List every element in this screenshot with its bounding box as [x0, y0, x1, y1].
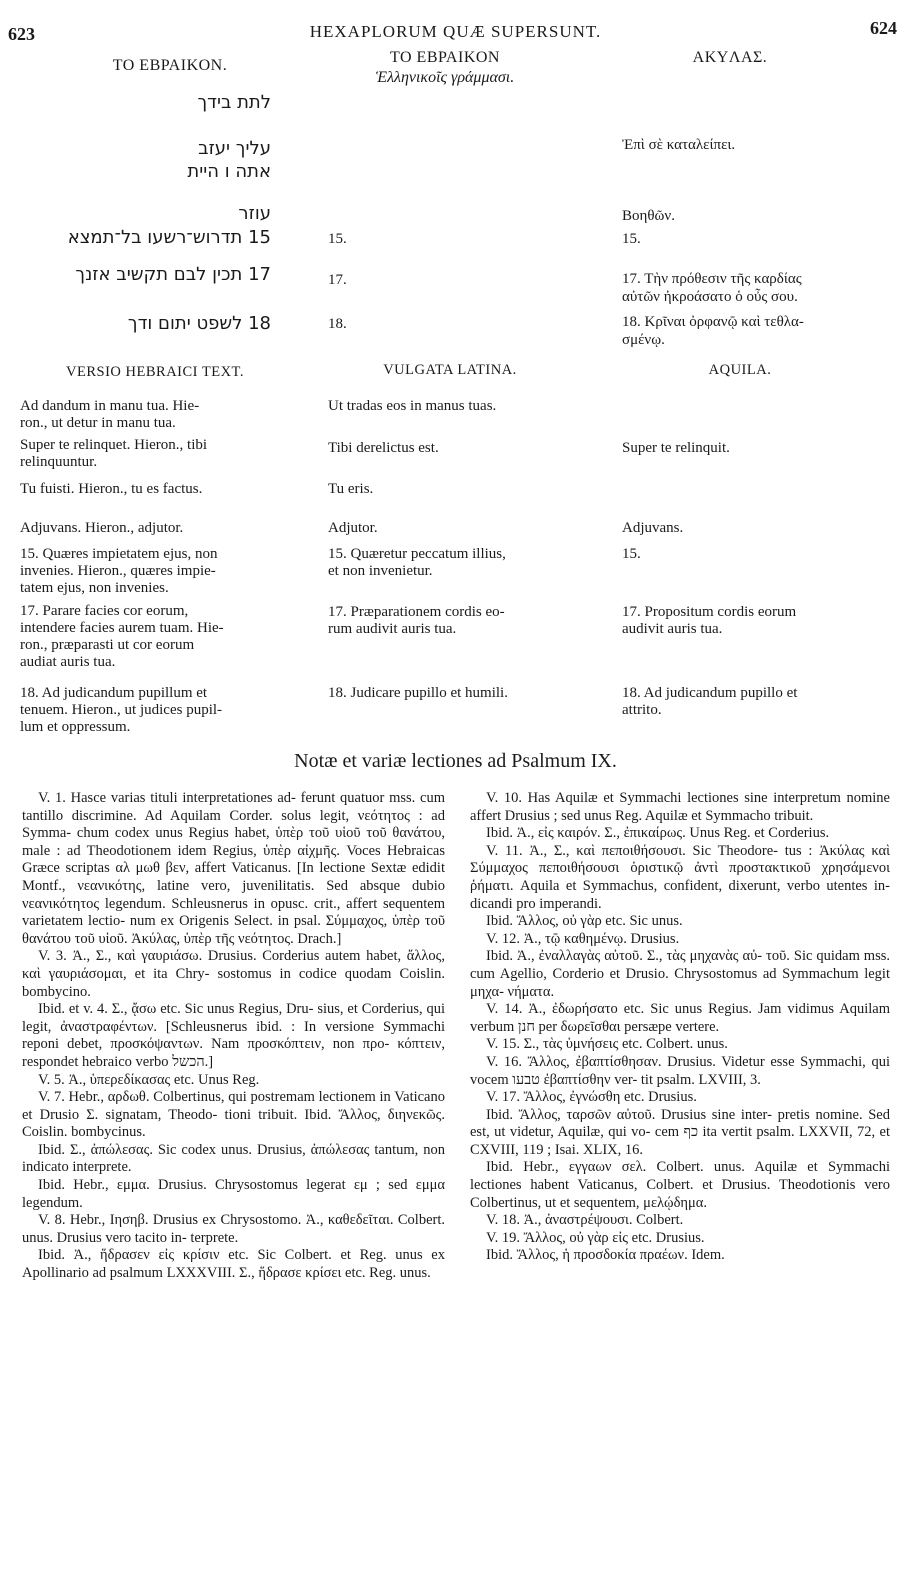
right-page-number: 624	[870, 18, 897, 38]
vulgata-line: Tibi derelictus est.	[328, 440, 439, 456]
note-paragraph: Ibid. Hebr., εμμα. Drusius. Chrysostomus legerat εμ ; sed εμμα legendum.	[22, 1177, 445, 1211]
versio-line: 15. Quæres impietatem ejus, non	[20, 546, 218, 562]
note-paragraph: V. 1. Hasce varias tituli interpretationes ad- ferunt quatuor mss. cum tantillo discrimine. Ad Aquilam Corder. solus legit, νεότητος : ad Symma- chum codex unus Regius habet, ὑπὲρ τοῦ υἱοῦ τοῦ θανάτου, male : ad Theodotionem idem Regius, ὑπὲρ αἰχμῆς. Voces Hebraicas Græce scriptas αλ μωθ βεν, affert Vaticanus. [In lectione Sextæ edidit Montf., νεανικότης, latine vero, juvenilitatis. Sed absque dubio νεανικότητος legendum. Schleusnerus in opusc. crit., affert sequentem varietatem lectio- num ex Origenis Select. in psal. Σύμμαχος, ὑπὲρ τοῦ θανάτου τοῦ υἱοῦ. Ἀκύλας, ὑπὲρ τῆς νεότητος. Drach.]	[22, 790, 445, 947]
running-head: HEXAPLORUM QUÆ SUPERSUNT.	[309, 22, 602, 41]
note-paragraph: V. 8. Hebr., Ιησηβ. Drusius ex Chrysostomo. Ἀ., καθεδεῖται. Colbert. unus. Drusius vero tacito in- terprete.	[22, 1212, 445, 1246]
note-paragraph: V. 7. Hebr., αρδωθ. Colbertinus, qui postremam lectionem in Vaticano et Drusio Σ. signatam, Theodo- tioni tribuit. Ibid. Ἄλλος, διηνεκῶς. Coislin. bombycinus.	[22, 1089, 445, 1141]
versio-line: Ad dandum in manu tua. Hie-	[20, 398, 200, 414]
aquila-latin-line: 18. Ad judicandum pupillo et	[622, 685, 798, 701]
vulgata-row	[328, 685, 590, 702]
vulgata-line: rum audivit auris tua.	[328, 621, 457, 637]
note-paragraph: Ibid. Ἄλλος, ἡ προσδοκία πραέων. Idem.	[486, 1247, 725, 1264]
note-paragraph: V. 17. Ἄλλος, ἐγνώσθη etc. Drusius.	[486, 1089, 697, 1106]
versio-line: relinquuntur.	[20, 454, 98, 470]
aquila-latin-row	[622, 604, 882, 638]
versio-row	[20, 481, 292, 498]
aquila-latin-line: Adjuvans.	[622, 520, 684, 536]
note-paragraph: V. 3. Ἀ., Σ., καὶ γαυριάσω. Drusius. Corderius autem habet, ἄλλος, καὶ γαυριάσομαι, et ita Chry- sostomus in codice quodam Coislin. bombycino.	[22, 948, 445, 1000]
note-paragraph: Ibid. Hebr., εγγαων σελ. Colbert. unus. Aquilæ et Symmachi lectiones habent Vaticanus, Colbert. et Drusius. Theodotionis vero Colbertinus, ut et sequentem, μελῴδημα.	[470, 1159, 890, 1211]
vulgata-line: Ut tradas eos in manus tuas.	[328, 398, 497, 414]
versio-line: Adjuvans. Hieron., adjutor.	[20, 520, 184, 536]
versio-line: 18. Ad judicandum pupillum et	[20, 685, 208, 701]
hebrew-line: לתת בידך	[197, 92, 271, 113]
note-paragraph: Ibid. Ἀ., εἰς καιρόν. Σ., ἐπικαίρως. Unus Reg. et Corderius.	[486, 825, 830, 842]
hebrew-line: 17 תכין לבם תקשיב אזנך	[75, 264, 271, 285]
vulgata-line: et non invenietur.	[328, 563, 433, 579]
aquila-greek-line: αὐτῶν ἠκροάσατο ὁ οὖς σου.	[622, 289, 798, 305]
note-paragraph: V. 16. Ἄλλος, ἐβαπτίσθησαν. Drusius. Videtur esse Symmachi, qui vocem טבעו ἐβαπτίσθην ver- tit psalm. LXVIII, 3.	[470, 1053, 890, 1088]
notes-title: Notæ et variæ lectiones ad Psalmum IX.	[294, 750, 617, 772]
note-paragraph: V. 19. Ἄλλος, οὐ γὰρ εἰς etc. Drusius.	[486, 1229, 705, 1246]
vulgata-row	[328, 398, 590, 415]
hebrew-line: 15 תדרוש־רשעו בל־תמצא	[67, 227, 271, 248]
versio-row	[20, 437, 292, 471]
note-paragraph: Ibid. et v. 4. Σ., ᾄσω etc. Sic unus Regius, Dru- sius, et Corderius, qui legit, ἀναστραφέντων. [Schleusnerus ibid. : In versione Symmachi reponi debet, προσκόψαντων. Nam προσκόπτειν, non προ- κόπτειν, respondet hebraico verbo הכשל.]	[22, 1001, 445, 1070]
note-paragraph: V. 10. Has Aquilæ et Symmachi lectiones sine interpretum nomine affert Drusius ; sed unus Reg. Aquilæ et Symmacho tribuit.	[470, 790, 890, 824]
versio-line: ron., ut detur in manu tua.	[20, 415, 176, 431]
versio-line: audiat auris tua.	[20, 654, 116, 670]
note-paragraph: Ibid. Σ., ἀπώλεσας. Sic codex unus. Drusius, ἀπώλεσας tantum, non indicato interprete.	[22, 1141, 445, 1176]
versio-line: Tu fuisti. Hieron., tu es factus.	[20, 481, 203, 497]
hebrew-line: אתה ו היית	[187, 161, 271, 182]
note-paragraph: Ibid. Ἄλλος, οὐ γὰρ etc. Sic unus.	[486, 913, 683, 930]
aquila-latin-line: 17. Propositum cordis eorum	[622, 604, 797, 620]
translit-verse: 17.	[328, 272, 347, 288]
note-paragraph: V. 12. Ἀ., τῷ καθημένῳ. Drusius.	[486, 930, 680, 947]
hebrew-column-head: TO EBPAIKON.	[112, 57, 228, 74]
versio-line: tatem ejus, non invenies.	[20, 580, 169, 596]
aquila-latin-row	[622, 520, 882, 537]
aquila-latin-line: audivit auris tua.	[622, 621, 723, 637]
left-page-number: 623	[8, 24, 35, 44]
vulgata-row	[328, 481, 590, 498]
aquila-greek-line: 18. Κρῖναι ὀρφανῷ καὶ τεθλα-	[622, 314, 804, 330]
vulgata-line: 17. Præparationem cordis eo-	[328, 604, 505, 620]
versio-line: ron., præparasti ut cor eorum	[20, 637, 195, 653]
hebrew-line: עליך יעזב	[198, 138, 271, 159]
vulgata-row	[328, 520, 590, 537]
note-paragraph: Ibid. Ἄλλος, ταρσῶν αὐτοῦ. Drusius sine inter- pretis nomine. Sed est, ut videtur, Aquilæ, qui vo- cem כף ita vertit psalm. LXXVII, 72, et CXVIII, 119 ; Isai. XLIX, 16.	[470, 1106, 890, 1158]
aquila-greek-line: σμένῳ.	[622, 332, 665, 348]
aquila-column-head: AKYΛΑΣ.	[692, 49, 768, 66]
versio-line: intendere facies aurem tuam. Hie-	[20, 620, 224, 636]
hebrew-line: 18 לשפט יתום ודך	[127, 313, 271, 334]
versio-row	[20, 685, 292, 736]
versio-line: 17. Parare facies cor eorum,	[20, 603, 189, 619]
vulgata-line: 18. Judicare pupillo et humili.	[328, 685, 508, 701]
versio-line: lum et oppressum.	[20, 719, 131, 735]
translit-verse: 18.	[328, 316, 347, 332]
note-paragraph: V. 15. Σ., τὰς ὑμνήσεις etc. Colbert. unus.	[486, 1036, 728, 1053]
vulgata-row	[328, 546, 590, 580]
versio-line: Super te relinquet. Hieron., tibi	[20, 437, 208, 453]
note-paragraph: V. 5. Ἀ., ὑπερεδίκασας etc. Unus Reg.	[38, 1071, 260, 1088]
aquila-greek-line: 17. Τὴν πρόθεσιν τῆς καρδίας	[622, 271, 802, 287]
versio-row	[20, 603, 292, 671]
aquila-latin-line: 15.	[622, 546, 641, 562]
note-paragraph: V. 11. Ἀ., Σ., καὶ πεποιθήσουσι. Sic Theodore- tus : Ἀκύλας καὶ Σύμμαχος πεποιθήσουσι ὁριστικῷ ἀντὶ προστακτικοῦ χρησάμενοι ῥήματι. Aquila et Symmachus, confident, dixerunt, verbo utentes in- dicandi pro imperandi.	[470, 842, 890, 912]
aquila-latin-line: attrito.	[622, 702, 662, 718]
aquila-greek-line: Ἐπὶ σὲ καταλείπει.	[622, 137, 736, 153]
versio-row	[20, 520, 292, 537]
vulgata-row	[328, 604, 590, 638]
aquila-latin-line: Super te relinquit.	[622, 440, 730, 456]
versio-row	[20, 546, 292, 597]
translit-column-head: TO EBPAIKON	[390, 49, 500, 66]
vulgata-line: Adjutor.	[328, 520, 378, 536]
aquila-latin-row	[622, 685, 882, 719]
vulgata-line: 15. Quæretur peccatum illius,	[328, 546, 506, 562]
vulgata-head: VULGATA LATINA.	[383, 362, 517, 378]
note-paragraph: Ibid. Ἀ., ἥδρασεν εἰς κρίσιν etc. Sic Colbert. et Reg. unus ex Apollinario ad psalmum LXXXVIII. Σ., ἥδρασε κρίσει etc. Reg. unus.	[22, 1247, 445, 1282]
vulgata-row	[328, 440, 590, 457]
versio-row	[20, 398, 292, 432]
note-paragraph: Ibid. Ἀ., ἐναλλαγὰς αὐτοῦ. Σ., τὰς μηχανὰς αὐ- τοῦ. Sic quidam mss. cum Agellio, Corderio et Drusio. Chrysostomus ad Symmachum legit μηχα- νήματα.	[470, 948, 890, 1000]
translit-verse: 15.	[328, 231, 347, 247]
versio-line: invenies. Hieron., quæres impie-	[20, 563, 216, 579]
vulgata-line: Tu eris.	[328, 481, 374, 497]
versio-head: VERSIO HEBRAICI TEXT.	[66, 364, 244, 380]
note-paragraph: V. 18. Ἀ., ἀναστρέψουσι. Colbert.	[486, 1212, 684, 1229]
notes-right-column	[470, 790, 890, 1265]
notes-left-column	[22, 790, 445, 1283]
aquila-latin-head: AQUILA.	[708, 362, 772, 378]
note-paragraph: V. 14. Ἀ., ἐδωρήσατο etc. Sic unus Regius. Jam vidimus Aquilam verbum חנן per δωρεῖσθαι persæpe vertere.	[470, 1001, 890, 1035]
translit-column-subhead: Ἑλληνικοῖς γράμμασι.	[375, 69, 515, 86]
versio-line: tenuem. Hieron., ut judices pupil-	[20, 702, 223, 718]
aquila-greek-line: 15.	[622, 231, 641, 247]
aquila-latin-row	[622, 440, 882, 457]
hebrew-line: עוזר	[238, 203, 271, 224]
aquila-greek-line: Βοηθῶν.	[622, 208, 675, 224]
aquila-latin-row	[622, 546, 882, 563]
